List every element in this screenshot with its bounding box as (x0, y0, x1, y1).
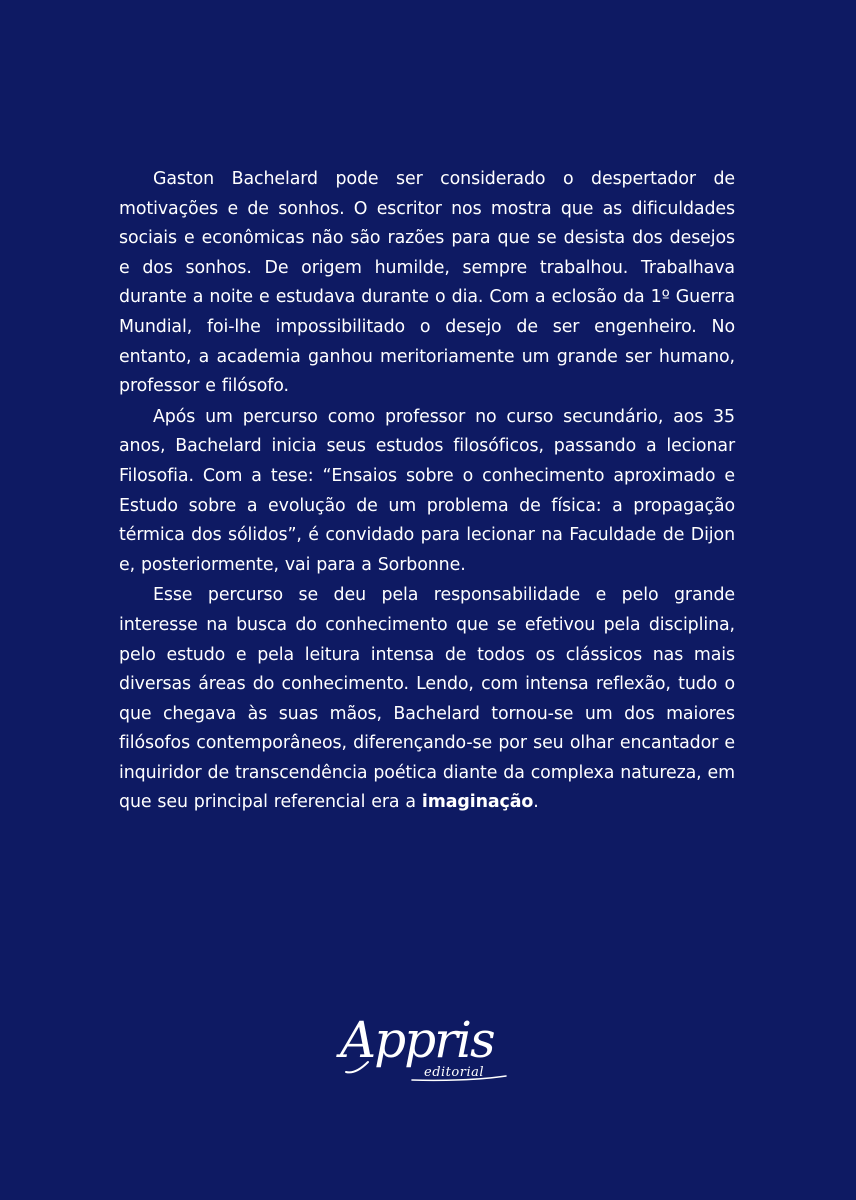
synopsis-text (119, 165, 735, 818)
publisher-logo (340, 1010, 520, 1100)
synopsis-paragraph-2: Após um percurso como professor no curso secundário, aos 35 anos, Bachelard inicia seus estudos filosóficos, passando a lecionar Filosofia. Com a tese: “Ensaios sobre o conhecimento aproximado e Estudo sobre a evolução de um problema de física: a propagação térmica dos sólidos”, é convidado para lecionar na Faculdade de Dijon e, posteriormente, vai para a Sorbonne. (119, 406, 735, 575)
logo-swash-icon (340, 1010, 520, 1100)
emphasis-imaginacao: imaginação (421, 792, 534, 813)
synopsis-paragraph-3 (119, 581, 735, 818)
synopsis-paragraph-3-end: . (533, 792, 539, 813)
publisher-logo-subtitle: editorial (424, 1065, 485, 1080)
publisher-logo-name: Appris (340, 1011, 494, 1069)
synopsis-paragraph-1: Gaston Bachelard pode ser considerado o despertador de motivações e de sonhos. O escritor nos mostra que as dificuldades sociais e econômicas não são razões para que se desista dos desejos e dos sonhos. De origem humilde, sempre trabalhou. Trabalhava durante a noite e estudava durante o dia. Com a eclosão da 1º Guerra Mundial, foi-lhe impossibilitado o desejo de ser engenheiro. No entanto, a academia ganhou meritoriamente um grande ser humano, professor e filósofo. (119, 169, 735, 397)
synopsis-paragraph-3-text: Esse percurso se deu pela responsabilidade e pelo grande interesse na busca do conhecimento que se efetivou pela disciplina, pelo estudo e pela leitura intensa de todos os clássicos nas mais diversas áreas do conhecimento. Lendo, com intensa reflexão, tudo o que chegava às suas mãos, Bachelard tornou-se um dos maiores filósofos contemporâneos, diferençando-se por seu olhar encantador e inquiridor de transcendência poética diante da complexa natureza, em que seu principal referencial era a (119, 585, 735, 813)
